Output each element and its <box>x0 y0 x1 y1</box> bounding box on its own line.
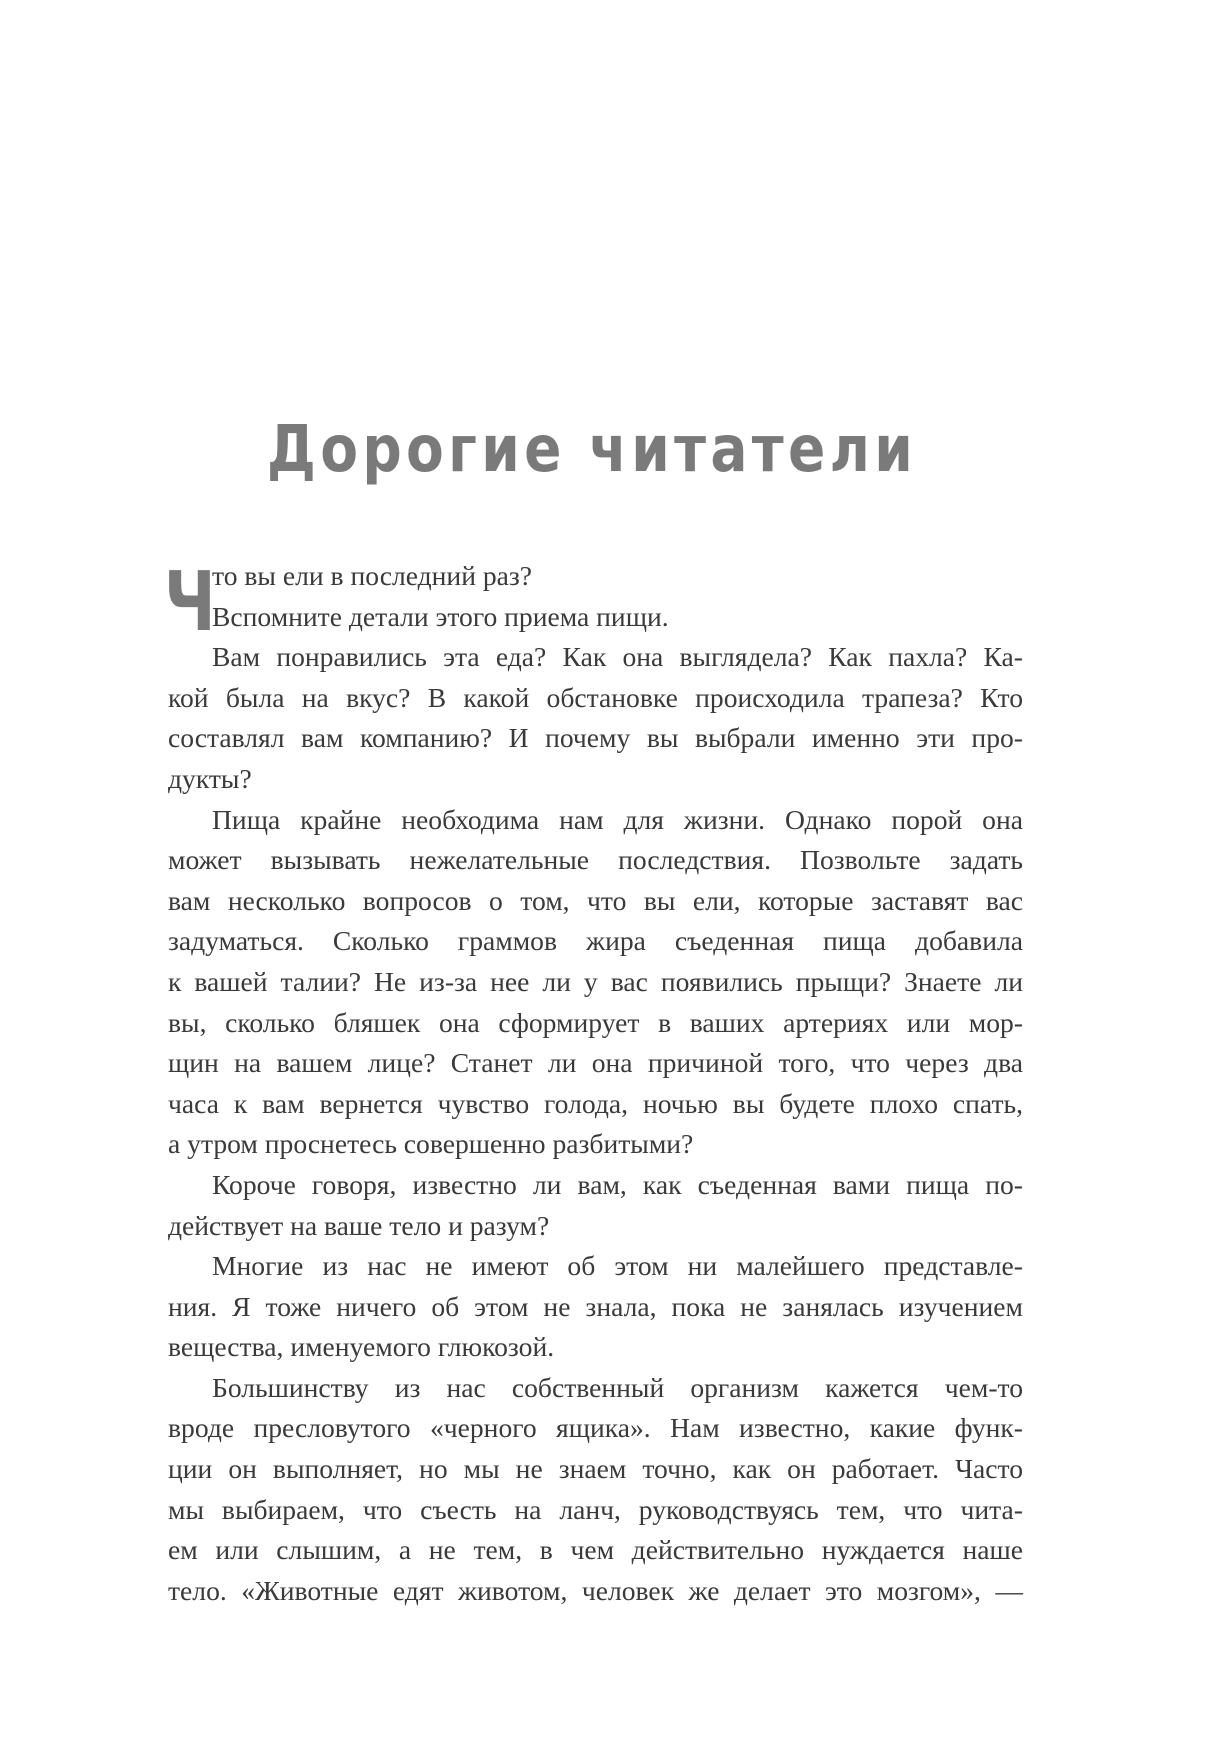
text-line: Вспомните детали этого приема пищи. <box>212 600 669 632</box>
text-line: кой была на вкус? В какой обстановке происходила трапеза? Кто <box>168 681 1023 713</box>
text-line: вам несколько вопросов о том, что вы ели, которые заставят вас <box>168 884 1023 916</box>
text-line: часа к вам вернется чувство голода, ночью вы будете плохо спать, <box>168 1087 1023 1119</box>
text-line: ния. Я тоже ничего об этом не знала, пока не занялась изучением <box>168 1290 1023 1322</box>
text-line: то вы ели в последний раз? <box>212 560 533 591</box>
text-line: вы, сколько бляшек она сформирует в ваших артериях или мор- <box>168 1006 1023 1038</box>
text-line: Многие из нас не имеют об этом ни малейшего представле- <box>212 1250 1023 1282</box>
text-line: Вам понравились эта еда? Как она выглядела? Как пахла? Ка- <box>212 641 1023 673</box>
chapter-title: Дорогие читатели <box>266 413 918 487</box>
drop-cap: Ч <box>164 555 216 650</box>
text-line: к вашей талии? Не из-за нее ли у вас появились прыщи? Знаете ли <box>168 965 1023 997</box>
text-line: действует на ваше тело и разум? <box>168 1209 550 1241</box>
text-line: вещества, именуемого глюкозой. <box>168 1331 555 1363</box>
text-line: а утром проснетесь совершенно разбитыми? <box>168 1128 694 1160</box>
text-line: задуматься. Сколько граммов жира съеденная пища добавила <box>168 925 1023 957</box>
text-line: ем или слышим, а не тем, в чем действительно нуждается наше <box>168 1534 1023 1566</box>
text-line: дукты? <box>168 762 252 794</box>
text-line: может вызывать нежелательные последствия. Позвольте задать <box>168 844 1023 876</box>
text-line: Короче говоря, известно ли вам, как съеденная вами пища по- <box>212 1168 1023 1200</box>
text-line: составлял вам компанию? И почему вы выбрали именно эти про- <box>168 722 1023 754</box>
body-text <box>164 555 1023 1611</box>
text-line: тело. «Животные едят животом, человек же делает это мозгом», — <box>168 1574 1023 1606</box>
text-line: Пища крайне необходима нам для жизни. Однако порой она <box>212 803 1023 835</box>
text-line: щин на вашем лице? Станет ли она причиной того, что через два <box>168 1047 1023 1079</box>
text-line: Большинству из нас собственный организм кажется чем-то <box>212 1371 1023 1403</box>
text-line: мы выбираем, что съесть на ланч, руководствуясь тем, что чита- <box>168 1493 1023 1525</box>
text-line: вроде пресловутого «черного ящика». Нам известно, какие функ- <box>168 1412 1023 1444</box>
text-line: ции он выполняет, но мы не знаем точно, как он работает. Часто <box>168 1453 1023 1485</box>
